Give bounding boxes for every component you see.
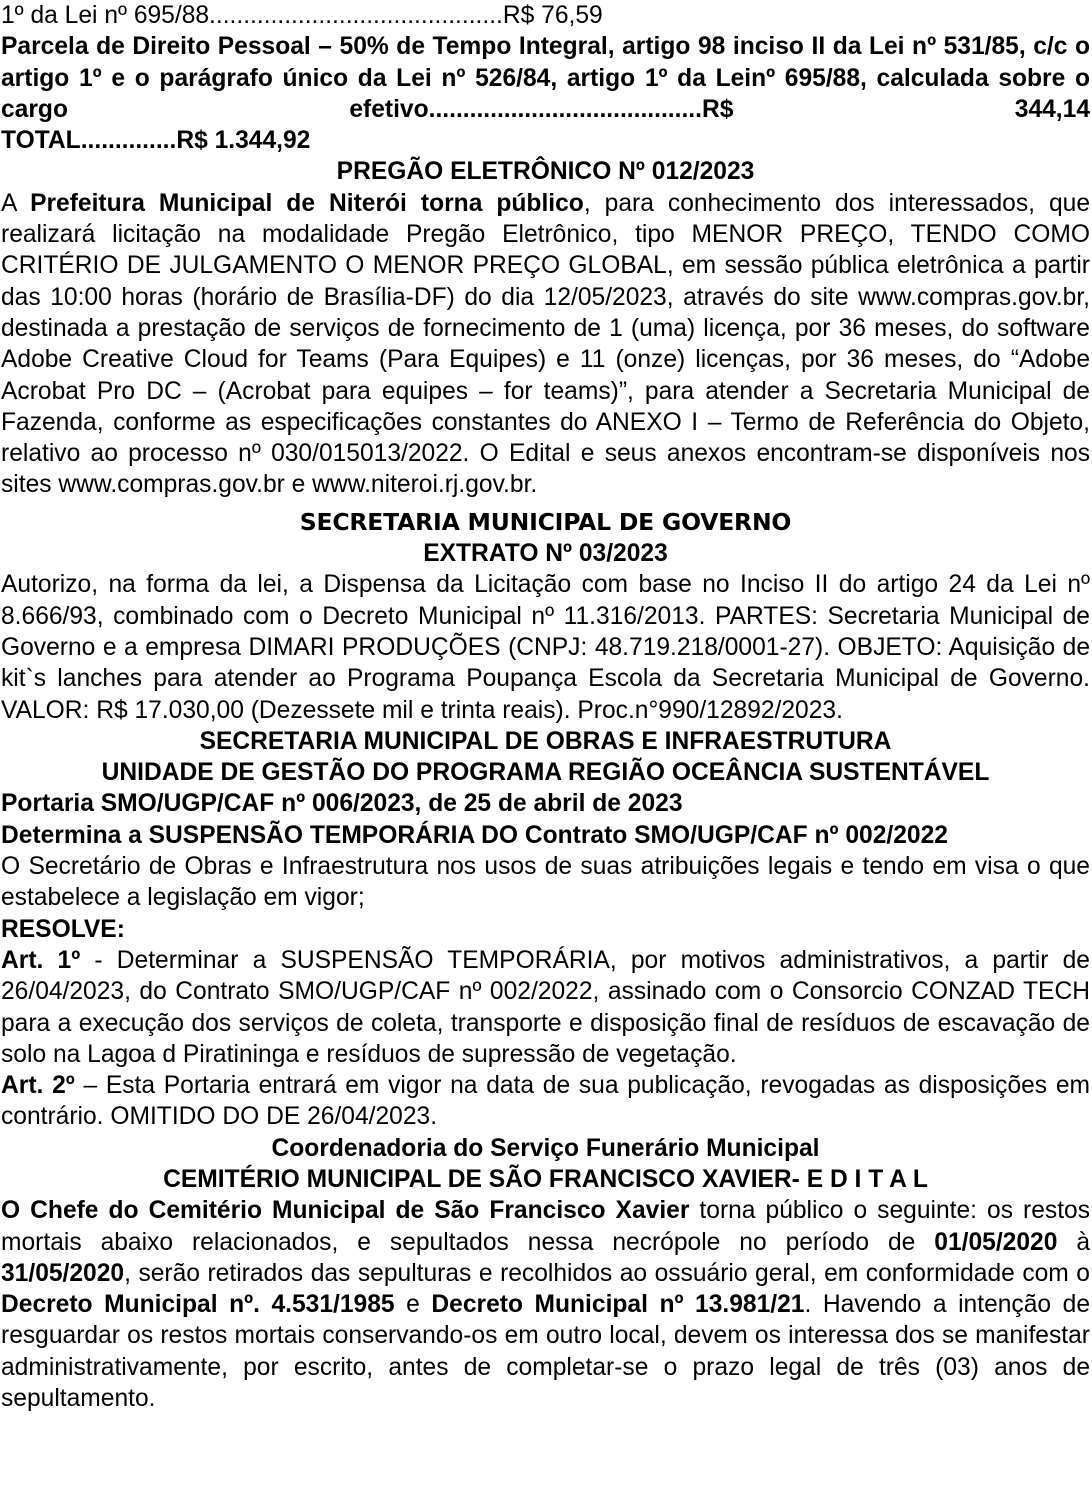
funerario-text-1: torna público o seguinte: os restos mortais abaixo relacionados, e sepultados nessa necrópole no período de [1,1197,1091,1256]
funerario-text-4: e [394,1291,432,1319]
obras-subtitle: UNIDADE DE GESTÃO DO PROGRAMA REGIÃO OCEÂNCIA SUSTENTÁVEL [101,759,990,787]
governo-section [1,507,1090,726]
obras-determina: Determina a SUSPENSÃO TEMPORÁRIA DO Contrato SMO/UGP/CAF nº 002/2022 [1,821,948,849]
governo-subtitle: EXTRATO Nº 03/2023 [423,540,668,568]
funerario-text-3: , serão retirados das sepulturas e recolhidos ao ossuário geral, em conformidade com o [124,1259,1090,1287]
salary-block [1,0,1090,156]
salary-line-previous: 1º da Lei nº 695/88...........................................R$ 76,59 [1,2,603,29]
pregao-paragraph [1,188,1090,501]
pregao-intro-bold: Prefeitura Municipal de Niterói torna público [30,189,584,217]
obras-portaria: Portaria SMO/UGP/CAF nº 006/2023, de 25 de abril de 2023 [1,790,683,818]
pregao-section [1,156,1090,500]
funerario-section [1,1133,1090,1415]
salary-parcela: Parcela de Direito Pessoal – 50% de Tempo Integral, artigo 98 inciso II da Lei nº 531/85, c/c o artigo 1º e o parágrafo único da Lei nº 526/84, artigo 1º da Leinº 695/88, calculada sobre o cargo efetivo........................................R$ 344,14 [1,33,1090,123]
funerario-text-2: à [1057,1228,1091,1256]
funerario-edital-body [1,1195,1090,1414]
obras-article-2-label: Art. 2º [1,1072,75,1100]
obras-preamble: O Secretário de Obras e Infraestrutura nos usos de suas atribuições legais e tendo em visa o que estabelece a legislação em vigor; [1,853,1090,912]
governo-extrato-body: Autorizo, na forma da lei, a Dispensa da Licitação com base no Inciso II do artigo 24 da Lei nº 8.666/93, combinado com o Decreto Municipal nº 11.316/2013. PARTES: Secretaria Municipal de Governo e a empresa DIMARI PRODUÇÕES (CNPJ: 48.719.218/0001-27). OBJETO: Aquisição de kit`s lanches para atender ao Programa Poupança Escola da Secretaria Municipal de Governo. VALOR: R$ 17.030,00 (Dezessete mil e trinta reais). Proc.n°990/12892/2023. [1,571,1090,724]
pregao-body: , para conhecimento dos interessados, que realizará licitação na modalidade Pregão Eletrônico, tipo MENOR PREÇO, TENDO COMO CRITÉRIO DE JULGAMENTO O MENOR PREÇO GLOBAL, em sessão pública eletrônica a partir das 10:00 horas (horário de Brasília-DF) do dia 12/05/2023, através do site www.compras.gov.br, destinada a prestação de serviços de fornecimento de 1 (uma) licença, por 36 meses, do software Adobe Creative Cloud for Teams (Para Equipes) e 11 (onze) licenças, por 36 meses, do “Adobe Acrobat Pro DC – (Acrobat para equipes – for teams)”, para atender a Secretaria Municipal de Fazenda, conforme as especificações constantes do ANEXO I – Termo de Referência do Objeto, relativo ao processo nº 030/015013/2022. O Edital e seus anexos encontram-se disponíveis nos sites www.compras.gov.br e www.niteroi.rj.gov.br. [1,189,1090,499]
salary-total: TOTAL..............R$ 1.344,92 [1,127,311,155]
obras-title: SECRETARIA MUNICIPAL DE OBRAS E INFRAESTRUTURA [199,727,892,755]
pregao-title: PREGÃO ELETRÔNICO Nº 012/2023 [336,158,755,186]
obras-resolve: RESOLVE: [1,915,125,943]
obras-article-2 [1,1070,1090,1133]
funerario-bold-4: Decreto Municipal nº. 4.531/1985 [1,1291,395,1319]
obras-section [1,726,1090,1133]
funerario-bold-5: Decreto Municipal nº 13.981/21 [431,1291,805,1319]
governo-title: SECRETARIA MUNICIPAL DE GOVERNO [299,507,792,536]
obras-article-2-text: – Esta Portaria entrará em vigor na data de sua publicação, revogadas as disposições em contrário. OMITIDO DO DE 26/04/2023. [1,1072,1090,1131]
obras-article-1 [1,945,1090,1070]
pregao-intro: A [1,189,31,217]
obras-article-1-label: Art. 1º [1,946,81,974]
funerario-bold-3: 31/05/2020 [1,1259,125,1287]
funerario-bold-1: O Chefe do Cemitério Municipal de São Francisco Xavier [1,1197,690,1225]
funerario-text-5: . Havendo a intenção de resguardar os restos mortais conservando-os em outro local, devem os interessa dos se manifestar administrativamente, por escrito, antes de completar-se o prazo legal de três (03) anos de sepultamento. [1,1291,1090,1413]
funerario-bold-2: 01/05/2020 [934,1228,1058,1256]
obras-article-1-text: - Determinar a SUSPENSÃO TEMPORÁRIA, por motivos administrativos, a partir de 26/04/2023, do Contrato SMO/UGP/CAF nº 002/2022, assinado com o Consorcio CONZAD TECH para a execução dos serviços de coleta, transporte e disposição final de resíduos de escavação de solo na Lagoa d Piratininga e resíduos de supressão de vegetação. [1,946,1090,1068]
funerario-title: Coordenadoria do Serviço Funerário Municipal [271,1134,820,1162]
funerario-subtitle: CEMITÉRIO MUNICIPAL DE SÃO FRANCISCO XAVIER- E D I T A L [163,1165,928,1193]
